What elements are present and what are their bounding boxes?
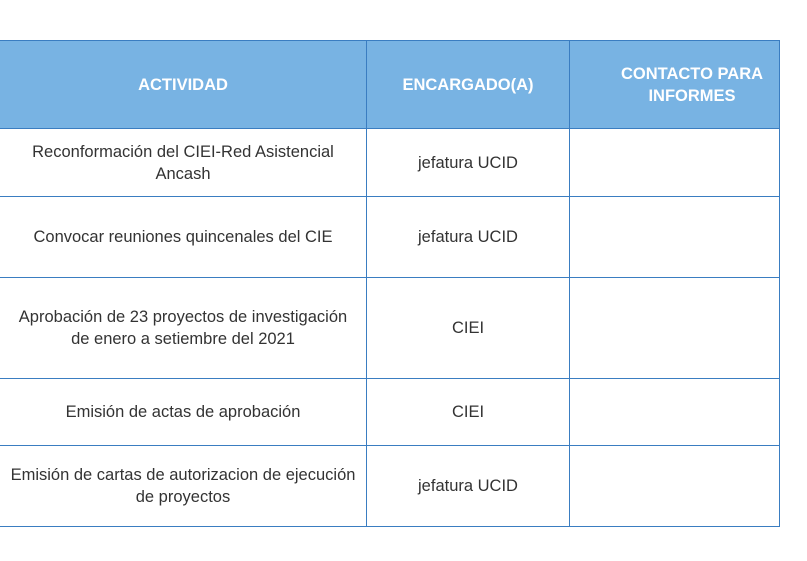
- cell-actividad: Reconformación del CIEI-Red Asistencial Ancash: [0, 129, 367, 197]
- table-row: [0, 446, 780, 527]
- cell-contacto: [570, 278, 780, 379]
- header-encargado: ENCARGADO(A): [367, 41, 570, 129]
- header-actividad: ACTIVIDAD: [0, 41, 367, 129]
- cell-encargado: CIEI: [367, 278, 570, 379]
- cell-encargado: CIEI: [367, 379, 570, 446]
- cell-contacto: [570, 129, 780, 197]
- header-contacto-label: CONTACTO PARA INFORMES: [620, 64, 764, 105]
- table-row: [0, 129, 780, 197]
- cell-actividad: Convocar reuniones quincenales del CIE: [0, 197, 367, 278]
- cell-encargado: jefatura UCID: [367, 197, 570, 278]
- cell-actividad: Emisión de actas de aprobación: [0, 379, 367, 446]
- table-row: [0, 278, 780, 379]
- cell-encargado: jefatura UCID: [367, 129, 570, 197]
- cell-actividad: Emisión de cartas de autorizacion de ejecución de proyectos: [0, 446, 367, 527]
- table-header-row: [0, 41, 780, 129]
- table-row: [0, 197, 780, 278]
- cell-actividad: Aprobación de 23 proyectos de investigación de enero a setiembre del 2021: [0, 278, 367, 379]
- cell-contacto: [570, 197, 780, 278]
- header-contacto: [570, 41, 780, 129]
- table-row: [0, 379, 780, 446]
- activities-table: [0, 40, 780, 527]
- cell-contacto: [570, 446, 780, 527]
- cell-encargado: jefatura UCID: [367, 446, 570, 527]
- cell-contacto: [570, 379, 780, 446]
